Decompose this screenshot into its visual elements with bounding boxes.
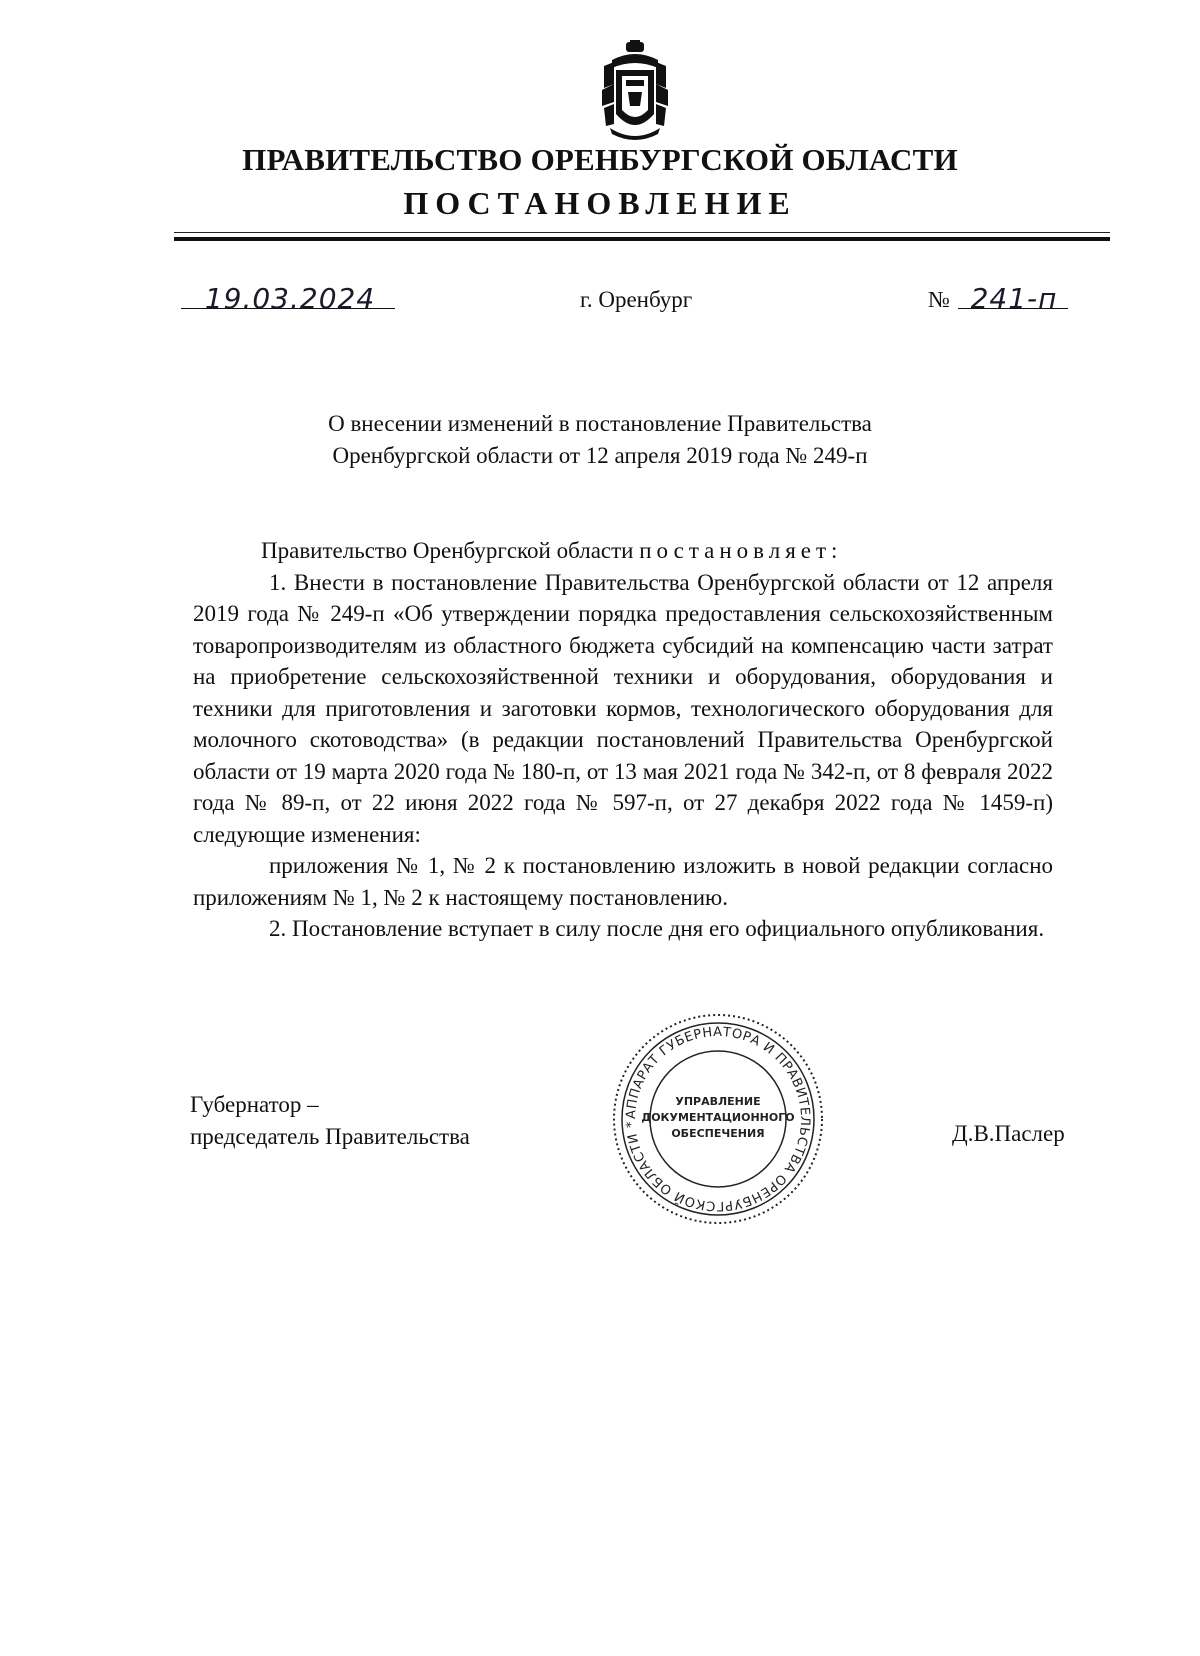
preamble <box>193 535 1053 567</box>
stamp-center-line-2: ДОКУМЕНТАЦИОННОГО <box>641 1111 795 1124</box>
document-title <box>0 408 1200 472</box>
stamp-center-line-1: УПРАВЛЕНИЕ <box>675 1095 761 1108</box>
number-underline <box>958 308 1068 309</box>
signatory-name: Д.В.Паслер <box>952 1121 1065 1146</box>
clause-2: 2. Постановление вступает в силу после дня его официального опубликования. <box>269 916 1045 941</box>
document-type: ПОСТАНОВЛЕНИЕ <box>403 185 797 221</box>
official-stamp <box>610 1011 826 1227</box>
document-city: г. Оренбург <box>580 287 693 312</box>
title-line-2: Оренбургской области от 12 апреля 2019 года № 249-п <box>332 443 868 468</box>
document-number: 241-п <box>970 282 1058 315</box>
clause-1: 1. Внести в постановление Правительства Оренбургской области от 12 апреля 2019 года № 249-п «Об утверждении порядка предоставления сельскохозяйственным товаропроизводителям из областного бюджета субсидий на компенсацию части затрат на приобретение сельскохозяйственной техники и оборудования, оборудования и техники для приготовления и заготовки кормов, технологического оборудования для молочного скотоводства» (в редакции постановлений Правительства Оренбургской области от 19 марта 2020 года № 180-п, от 13 мая 2021 года № 342-п, от 8 февраля 2022 года № 89-п, от 22 июня 2022 года № 597-п, от 27 декабря 2022 года № 1459-п) следующие изменения: <box>193 569 1053 847</box>
signatory-position <box>190 1089 470 1153</box>
stamp-ring-text: АППАРАТ ГУБЕРНАТОРА И ПРАВИТЕЛЬСТВА ОРЕНБУРГСКОЙ ОБЛАСТИ * <box>623 1024 813 1214</box>
preamble-lead: Правительство Оренбургской области <box>261 538 640 563</box>
coat-of-arms-emblem <box>600 40 670 140</box>
document-date: 19.03.2024 <box>204 282 376 315</box>
preamble-verb: постановляет: <box>639 538 843 563</box>
stamp-center-line-3: ОБЕСПЕЧЕНИЯ <box>671 1127 765 1140</box>
document-body <box>193 535 1053 945</box>
clause-1-sub: приложения № 1, № 2 к постановлению изложить в новой редакции согласно приложениям № 1, № 2 к настоящему постановлению. <box>193 853 1053 910</box>
date-underline <box>181 308 395 309</box>
position-line-2: председатель Правительства <box>190 1124 470 1149</box>
position-line-1: Губернатор – <box>190 1092 319 1117</box>
organization-name: ПРАВИТЕЛЬСТВО ОРЕНБУРГСКОЙ ОБЛАСТИ <box>242 142 958 177</box>
header-rule-thin <box>174 232 1110 233</box>
number-label: № <box>928 287 950 312</box>
header-rule-thick <box>174 237 1110 241</box>
title-line-1: О внесении изменений в постановление Правительства <box>328 411 872 436</box>
